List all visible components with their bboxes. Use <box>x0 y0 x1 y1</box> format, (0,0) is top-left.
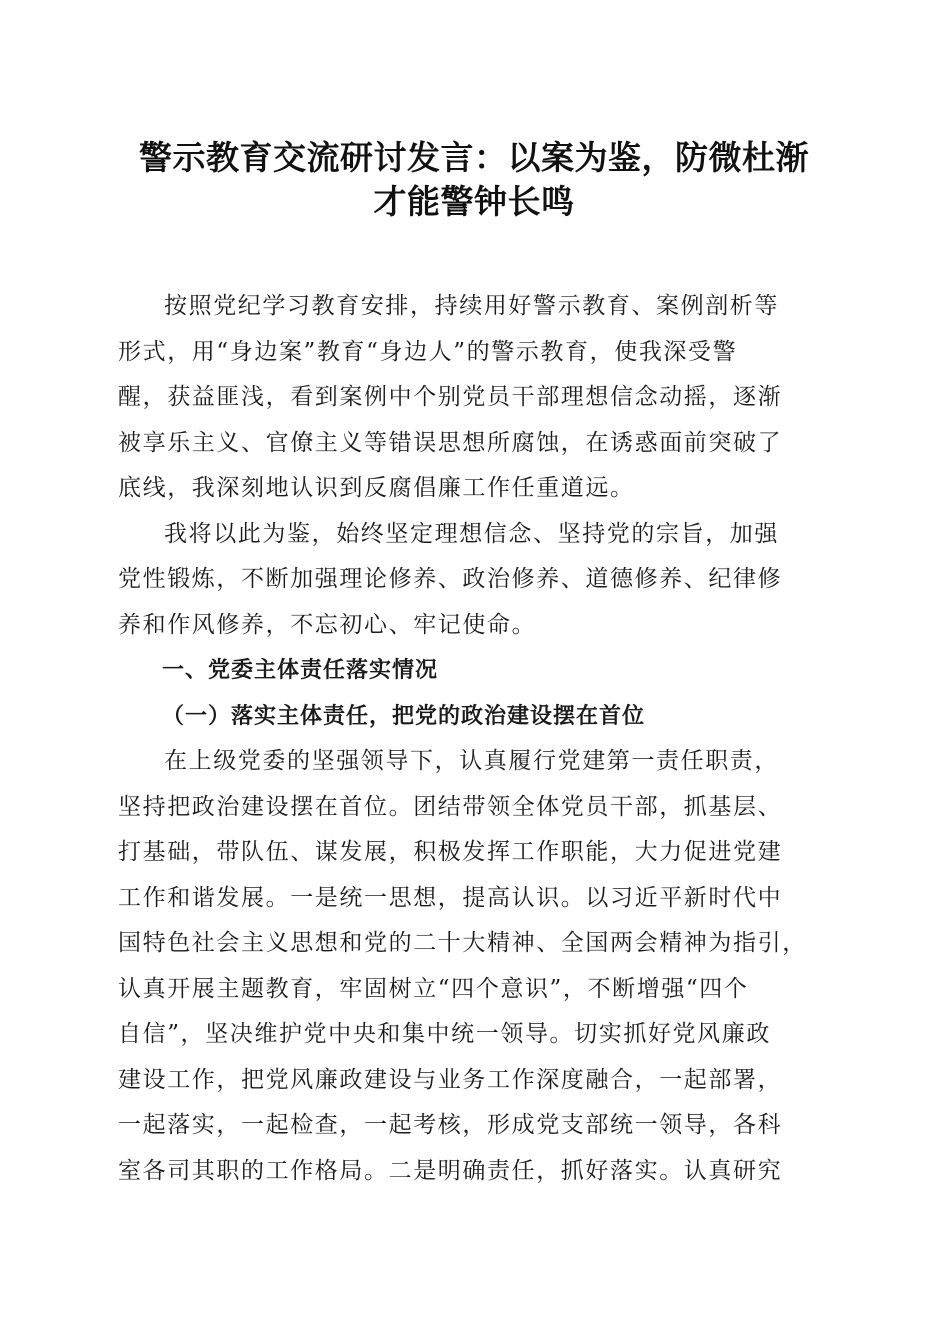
paragraph-line: 养和作风修养，不忘初心、牢记使命。 <box>118 611 537 638</box>
subsection-heading: （一）落实主体责任，把党的政治建设摆在首位 <box>162 702 646 729</box>
paragraph-line: 建设工作，把党风廉政建设与业务工作深度融合，一起部署， <box>118 1066 783 1093</box>
paragraph-line: 被享乐主义、官僚主义等错误思想所腐蚀，在诱惑面前突破了 <box>118 429 783 456</box>
paragraph-line: 按照党纪学习教育安排，持续用好警示教育、案例剖析等 <box>164 293 779 319</box>
paragraph-1 <box>118 284 830 512</box>
paragraph-line: 坚持把政治建设摆在首位。团结带领全体党员干部，抓基层、 <box>118 793 783 820</box>
paragraph-2 <box>118 512 830 649</box>
paragraph-line: 党性锻炼，不断加强理论修养、政治修养、道德修养、纪律修 <box>118 566 783 592</box>
paragraph-line: 底线，我深刻地认识到反腐倡廉工作任重道远。 <box>118 475 635 501</box>
paragraph-line: 自信”，坚决维护党中央和集中统一领导。切实抓好党风廉政 <box>118 1021 771 1047</box>
paragraph-line: 醒，获益匪浅，看到案例中个别党员干部理想信念动摇，逐渐 <box>118 384 783 410</box>
title-line-1: 警示教育交流研讨发言：以案为鉴，防微杜渐 <box>139 138 809 177</box>
document-page <box>118 0 830 1194</box>
paragraph-line: 在上级党委的坚强领导下，认真履行党建第一责任职责， <box>164 748 779 774</box>
document-title <box>118 0 830 224</box>
paragraph-line: 工作和谐发展。一是统一思想，提高认识。以习近平新时代中 <box>118 884 783 911</box>
paragraph-line: 打基础，带队伍、谋发展，积极发挥工作职能，大力促进党建 <box>118 839 783 865</box>
paragraph-line: 形式，用“身边案”教育“身边人”的警示教育，使我深受警 <box>118 338 738 365</box>
title-line-2: 才能警钟长鸣 <box>373 182 575 221</box>
document-body <box>118 284 830 1194</box>
paragraph-line: 一起落实，一起检查，一起考核，形成党支部统一领导，各科 <box>118 1112 783 1138</box>
paragraph-line: 认真开展主题教育，牢固树立“四个意识”，不断增强“四个 <box>118 975 749 1002</box>
section-heading: 一、党委主体责任落实情况 <box>162 658 439 683</box>
paragraph-line: 我将以此为鉴，始终坚定理想信念、坚持党的宗旨，加强 <box>164 520 779 547</box>
paragraph-line: 国特色社会主义思想和党的二十大精神、全国两会精神为指引， <box>118 930 807 956</box>
paragraph-line: 室各司其职的工作格局。二是明确责任，抓好落实。认真研究 <box>118 1157 783 1184</box>
section-paragraph <box>118 739 830 1194</box>
